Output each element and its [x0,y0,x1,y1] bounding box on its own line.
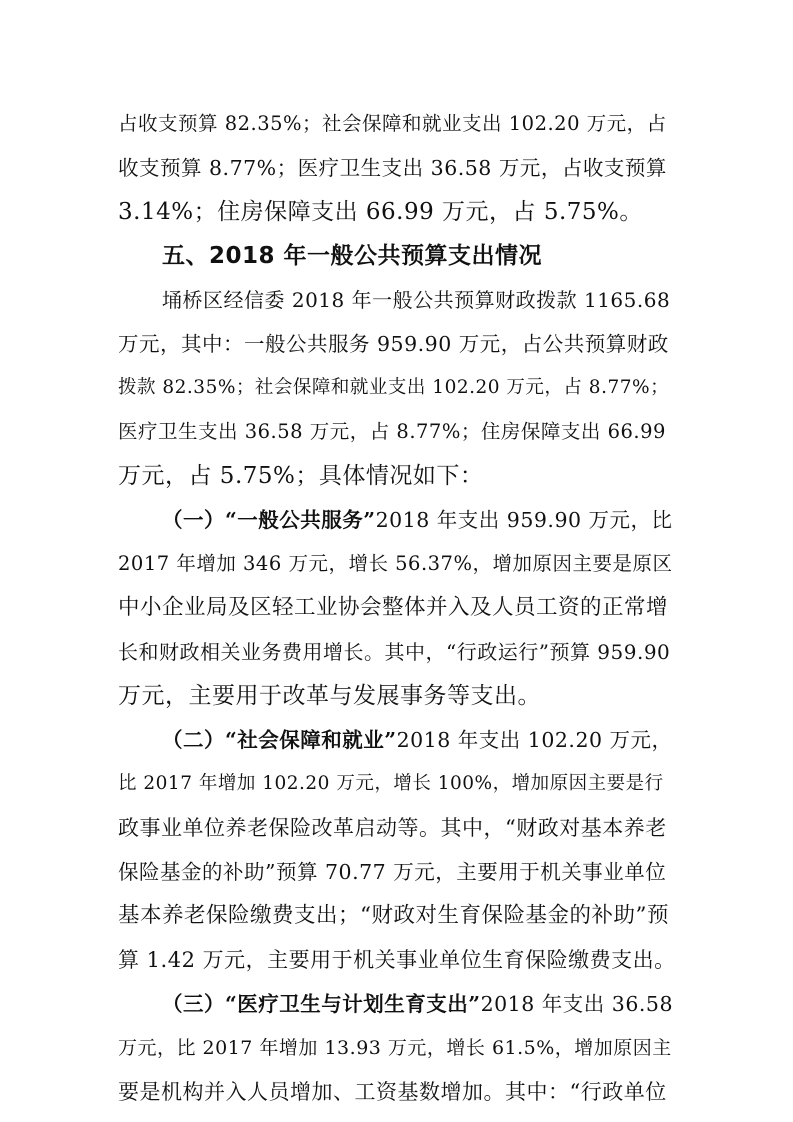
paragraph-line: 占收支预算 82.35%；社会保障和就业支出 102.20 万元，占 [118,112,667,135]
item-title: （一）“一般公共服务” [162,508,376,532]
section-heading: 五、2018 年一般公共预算支出情况 [162,243,543,269]
paragraph-line: 万元，主要用于改革与发展事务等支出。 [118,683,541,709]
item-title: （三）“医疗卫生与计划生育支出” [162,992,481,1016]
paragraph-line: 万元，占 5.75%；具体情况如下： [118,463,484,489]
paragraph-line: 算 1.42 万元，主要用于机关事业单位生育保险缴费支出。 [118,948,676,972]
paragraph-line: 拨款 82.35%；社会保障和就业支出 102.20 万元，占 8.77%； [118,377,670,398]
paragraph-line: 万元，比 2017 年增加 13.93 万元，增长 61.5%，增加原因主 [118,1037,672,1059]
item-first-line-text: 2018 年支出 102.20 万元， [396,728,673,752]
paragraph-line: 长和财政相关业务费用增长。其中，“行政运行”预算 959.90 [118,640,671,664]
item-first-line [162,725,673,755]
paragraph-line: 埇桥区经信委 2018 年一般公共预算财政拨款 1165.68 [162,288,671,312]
paragraph-line: 万元，其中：一般公共服务 959.90 万元，占公共预算财政 [118,332,669,356]
paragraph-line: 基本养老保险缴费支出；“财政对生育保险基金的补助”预 [118,903,669,928]
paragraph-line: 政事业单位养老保险改革启动等。其中，“财政对基本养老 [118,816,667,840]
item-first-line [162,989,673,1019]
paragraph-line: 2017 年增加 346 万元，增长 56.37%，增加原因主要是原区 [118,552,673,575]
item-title: （二）“社会保障和就业” [162,728,397,752]
paragraph-line: 收支预算 8.77%；医疗卫生支出 36.58 万元，占收支预算 [118,156,667,180]
paragraph-line: 要是机构并入人员增加、工资基数增加。其中：“行政单位 [118,1080,667,1104]
paragraph-line: 保险基金的补助”预算 70.77 万元，主要用于机关事业单位 [118,860,667,884]
paragraph-line: 医疗卫生支出 36.58 万元，占 8.77%；住房保障支出 66.99 [118,420,666,443]
item-first-line-text: 2018 年支出 36.58 [480,992,673,1016]
paragraph-line: 比 2017 年增加 102.20 万元，增长 100%，增加原因主要是行 [118,773,664,794]
paragraph-line: 中小企业局及区轻工业协会整体并入及人员工资的正常增 [118,595,669,620]
item-first-line [162,505,673,535]
paragraph-line: 3.14%；住房保障支出 66.99 万元，占 5.75%。 [118,199,643,225]
item-first-line-text: 2018 年支出 959.90 万元，比 [375,508,673,532]
